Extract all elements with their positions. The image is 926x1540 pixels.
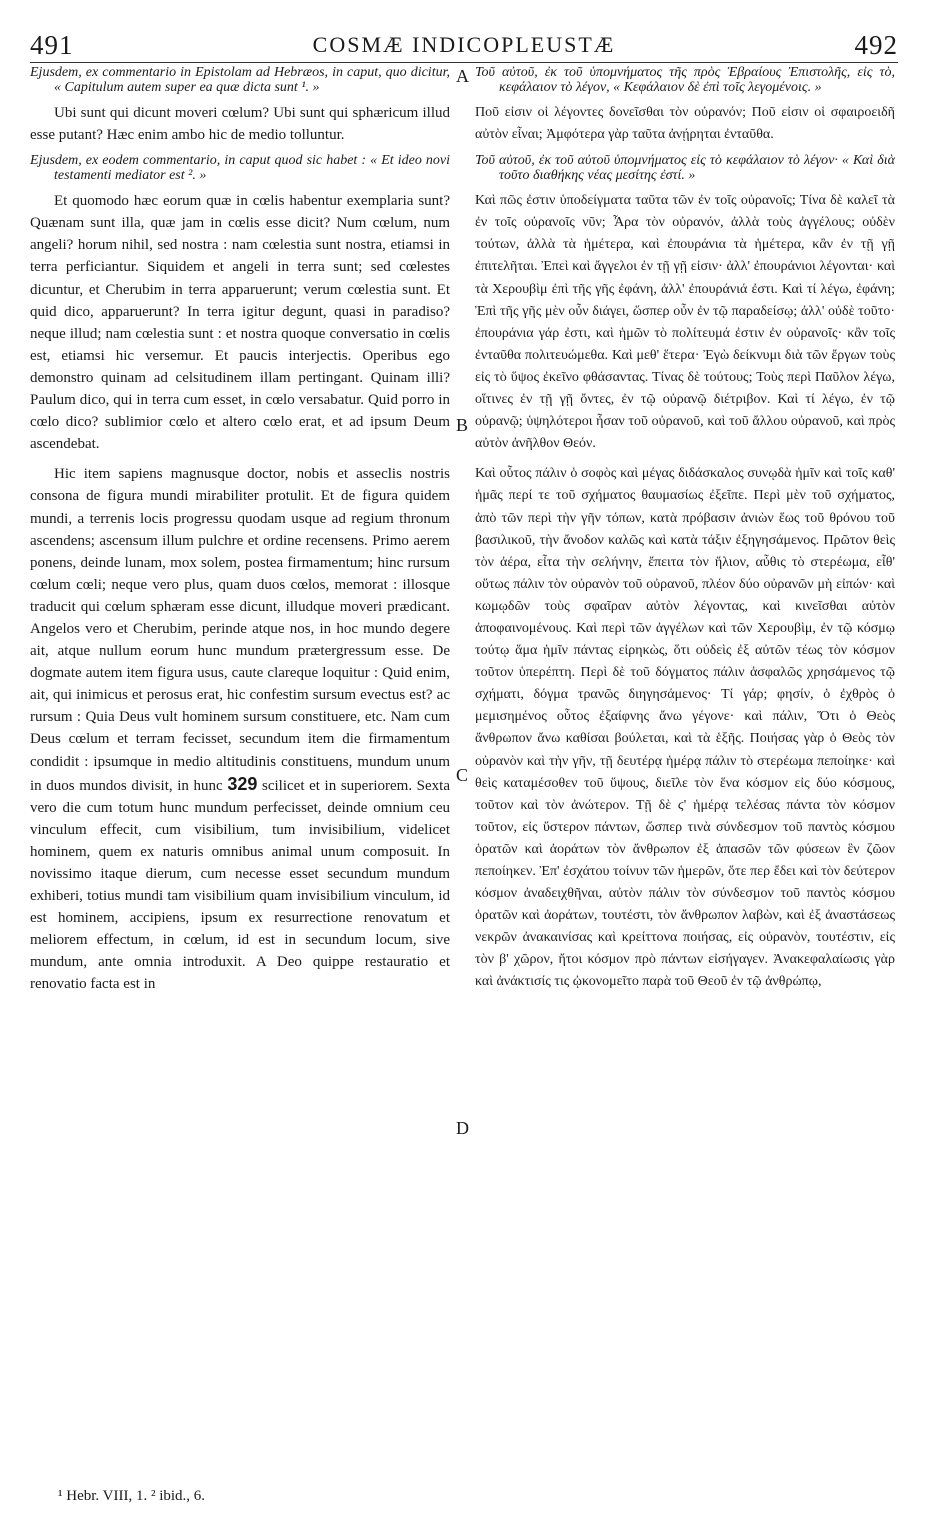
greek-heading-2: Τοῦ αὐτοῦ, ἐκ τοῦ αὐτοῦ ὑπομνήματος εἰς τὸ κεφάλαιον τὸ λέγον· « Καὶ διὰ τοῦτο διαθήκης νέας μεσίτης ἐστί. » (475, 153, 895, 183)
margin-letter-b: B (456, 415, 469, 435)
margin-letter-d: D (456, 1118, 469, 1138)
latin-heading-2: Ejusdem, ex eodem commentario, in caput quod sic habet : « Et ideo novi testamenti mediator est ². » (30, 153, 450, 183)
greek-heading-1: Τοῦ αὐτοῦ, ἐκ τοῦ ὑπομνήματος τῆς πρὸς Ἑβραίους Ἐπιστολῆς, εἰς τὸ, κεφάλαιον τὸ λέγον, « Κεφάλαιον δὲ ἐπὶ τοῖς λεγομένοις. » (475, 65, 895, 95)
latin-paragraph-3-part-b: scilicet et in superiorem. Sexta vero die cum totum hunc mundum perfecisset, deinde omnium ceu vinculum effecit, cum visibilium, tum invisibilium, videlicet hominem, quem ex naturis omnibus animal unum composuit. In novissimo itaque dierum, cum necesse esset secundum mundum exhiberi, totius mundi tam visibilium quam invisibilium vinculum, id est hominem, accipiens, ipsum ex resurrectione renovatum et meliorem effectum, in cœlum, id est in secundum locum, sive mundum, ante omnia introduxit. A Deo quippe restauratio et renovatio facta est in (30, 777, 451, 993)
page-number-right: 492 (854, 30, 898, 60)
greek-paragraph-2: Καὶ πῶς ἐστιν ὑποδείγματα ταῦτα τῶν ἐν τοῖς οὐρανοῖς; Τίνα δὲ καλεῖ τὰ ἐν τοῖς οὐρανοῖς νῦν; Ἆρα τὸν οὐρανόν, ἀλλὰ τοὺς ἀγγέλους; οὐδὲν τούτων, ἀλλὰ τὰ ἡμέτερα, καὶ ἐπουράνια τὰ ἡμέτερα, κἂν ἐν τῇ γῇ ἐπιτελῆται. Ἐπεὶ καὶ ἄγγελοι ἐν τῇ γῇ εἰσιν· ἀλλ' ἐπουράνιοι λέγονται· καὶ τὰ Χερουβὶμ ἐπὶ τῆς γῆς ἐφάνη, ἀλλ' ἐπουράνιά ἐστι. Καὶ τί λέγω, ἐφάνη; Ἐπὶ τῆς γῆς μὲν οὖν διάγει, ὥσπερ οὖν ἐν τῷ παραδείσῳ; ἀλλ' οὐδὲ τοῦτο· ἐπουράνια γάρ ἐστι, καὶ ἡμῶν τὸ πολίτευμά ἐστιν ἐν οὐρανοῖς· κἂν τοῖς ἐνταῦθα πολιτευώμεθα. Καὶ μεθ' ἕτερα· Ἐγὼ δείκνυμι διὰ τῶν ἔργων τοὺς εἰς τὸ ὕψος ἐκεῖνο φθάσαντας. Τίνας δὲ τούτους; Τοὺς περὶ Παῦλον λέγω, οἵτινες ἐν τῇ γῇ ὄντες, ἐν τῷ οὐρανῷ διέτριβον. Καὶ τί λέγω, ἐν τῷ οὐρανῷ; ὑψηλότεροι ἦσαν τοῦ οὐρανοῦ, καὶ τοῦ ἄλλου οὐρανοῦ, καὶ πρὸς αὐτὸν ἀνῆλθον Θεόν. (475, 193, 895, 452)
page-marker-number: 329 (227, 773, 258, 794)
footnote: ¹ Hebr. VIII, 1. ² ibid., 6. (58, 1488, 206, 1504)
latin-paragraph-2: Et quomodo hæc eorum quæ in cœlis habentur exemplaria sunt? Quænam sunt illa, quæ jam in cœlis esse dicit? Num cœlum, num angeli? horum nihil, sed nostra : nam cœlestia sunt nostra, etiamsi in terra perficiantur. Siquidem et angeli in terra sunt; sed cœlestes dicuntur, et Cherubim in terra apparuerunt; verum cœlestia sunt. Et quid dico, apparuerunt? In terra igitur degunt, quasi in paradiso? neque illud; nam cœlestia sunt : et nostra quoque conversatio in cœlis est, etiamsi hic versemur. Et paucis interjectis. Operibus ego demonstro quinam ad celsitudinem illam pertingant. Quinam illi? Paulum dico, qui in terra cum esset, in cœlo versabatur. Quid porro in cœlo dico? sublimior cœlo et altero cœlo erat, et ad ipsum Deum ascendebat. (30, 193, 450, 453)
greek-paragraph-1: Ποῦ εἰσιν οἱ λέγοντες δονεῖσθαι τὸν οὐρανόν; Ποῦ εἰσιν οἱ σφαιροειδῆ αὐτὸν εἶναι; Ἀμφότερα γὰρ ταῦτα ἀνῄρηται ἐνταῦθα. (475, 105, 895, 143)
latin-paragraph-1: Ubi sunt qui dicunt moveri cœlum? Ubi sunt qui sphæricum illud esse putant? Hæc enim ambo hic de medio tolluntur. (30, 105, 450, 144)
latin-paragraph-3 (30, 463, 450, 995)
greek-column (475, 66, 895, 1002)
page-number-left: 491 (30, 30, 74, 60)
margin-letters (450, 0, 476, 1540)
latin-paragraph-3-part-a: Hic item sapiens magnusque doctor, nobis et asseclis nostris consona de figura mundi mirabiliter protulit. Et de figura quidem mundi, a terrenis locis progressu quodam usque ad regium thronum ascendens; ascensum illum pulchre et ordine recensens. Primo aerem ponens, deinde lunam, mox solem, postea firmamentum; hinc rursum cœlum cœli; neque vero plus, quam duos cœlos, memorat : illosque traducit qui cœlum sphæram esse dicunt, illudque moveri prædicant. Angelos vero et Cherubim, perinde atque nos, in hoc mundo degere ait, atque nullum eorum hunc mundum prætergressum esse. De dogmate autem item figura usus, caute clareque loquitur : Quid enim, ait, qui inimicus et perosus erat, hic confestim sursum evectus est? ac rursum : Quia Deus vult hominem sursum constituere, etc. Nam cum Deus cœlum et terram fecisset, secundum item die firmamentum condidit : ipsumque in medio altitudinis constituens, mundum unum in duos mundos divisit, in hunc (30, 466, 450, 794)
greek-paragraph-3: Καὶ οὗτος πάλιν ὁ σοφὸς καὶ μέγας διδάσκαλος συνῳδὰ ἡμῖν καὶ τοῖς καθ' ἡμᾶς περί τε τοῦ σχήματος θαυμασίως ἐξεῖπε. Περὶ μὲν τοῦ σχήματος, ἀπὸ τῶν περὶ τὴν γῆν τόπων, κατὰ πρόβασιν ἀνιὼν ἕως τοῦ θρόνου τοῦ βασιλικοῦ, τὴν ἄνοδον καλῶς καὶ κατὰ τάξιν ἐξηγησάμενος. Πρῶτον θεὶς τὸν ἀέρα, εἶτα τὴν σελήνην, ἔπειτα τὸν ἥλιον, αὖθις τὸ στερέωμα, εἶθ' οὕτως πάλιν τὸν οὐρανὸν τοῦ οὐρανοῦ, πλέον δύο οὐρανῶν μὴ εἰπών· καὶ κωμῳδῶν τοὺς σφαῖραν αὐτὸν λέγοντας, καὶ κινεῖσθαι αὐτὸν ἀποφαινομένους. Καὶ περὶ τῶν ἀγγέλων καὶ τῶν Χερουβὶμ, ἐν τῷ κόσμῳ τούτῳ ἅμα ἡμῖν πάντας εἰρηκὼς, ὅτι οὐδεὶς ἐξ αὐτῶν τέως τὸν κόσμον τοῦτον ὑπερέπτη. Περὶ δὲ τοῦ δόγματος πάλιν ἀσφαλῶς χρησάμενος τῷ σχήματι, δόγμα τρανῶς διηγησάμενος· Τί γάρ; φησίν, ὁ ἐχθρὸς ὁ μεμισημένος οὗτος ἐξαίφνης ἄνω γέγονε· καὶ πάλιν, Ὅτι ὁ Θεὸς ἄνθρωπον ἄνω καθίσαι βούλεται, καὶ τὰ ἑξῆς. Ποιήσας γὰρ ὁ Θεὸς τὸν οὐρανὸν καὶ τὴν γῆν, τῇ δευτέρᾳ ἡμέρᾳ πάλιν τὸ στερέωμα πεποίηκε· καὶ θεὶς καταμέσοθεν τοῦ ὕψους, διεῖλε τὸν ἕνα κόσμον εἰς δύο κόσμους, τοῦτον καὶ τὸν ἀνώτερον. Τῇ δὲ ϛ' ἡμέρᾳ τελέσας πάντα τὸν κόσμον τοῦτον, εἰς ὕστερον πάντων, ὥσπερ τινὰ σύνδεσμον τοῦ παντὸς κόσμου ὁρατῶν καὶ ἀοράτων τὸν ἄνθρωπον ἐξ ἁπασῶν τῶν φύσεων ἓν ζῶον πεποίηκεν. Ἐπ' ἐσχάτου τοίνυν τῶν ἡμερῶν, ὅτε περ ἔδει καὶ τὸν δεύτερον κόσμον ἀναδειχθῆναι, αὐτὸν πάλιν τὸν σύνδεσμον τοῦ παντὸς κόσμου ὁρατῶν καὶ ἀοράτων, τουτέστι, τὸν ἄνθρωπον λαβὼν, καὶ ἐξ ἀναστάσεως νεκρῶν ἀνακαινίσας καὶ κρείττονα ποιήσας, εἰς οὐρανὸν, τουτέστιν, εἰς τὸν β' χῶρον, ἤτοι κόσμον πρὸ πάντων εἰσήγαγεν. Ἀνακεφαλαίωσις γὰρ καὶ ἀνάκτισίς τις ᾠκονομεῖτο παρὰ τοῦ Θεοῦ ἐν τῷ ἀνθρώπῳ, (475, 466, 895, 990)
margin-letter-c: C (456, 765, 469, 785)
running-title: COSMÆ INDICOPLEUSTÆ (312, 32, 616, 57)
latin-column (30, 66, 450, 1004)
latin-heading-1: Ejusdem, ex commentario in Epistolam ad Hebræos, in caput, quo dicitur, « Capitulum autem super ea quæ dicta sunt ¹. » (30, 65, 450, 95)
margin-letter-a: A (456, 66, 469, 86)
